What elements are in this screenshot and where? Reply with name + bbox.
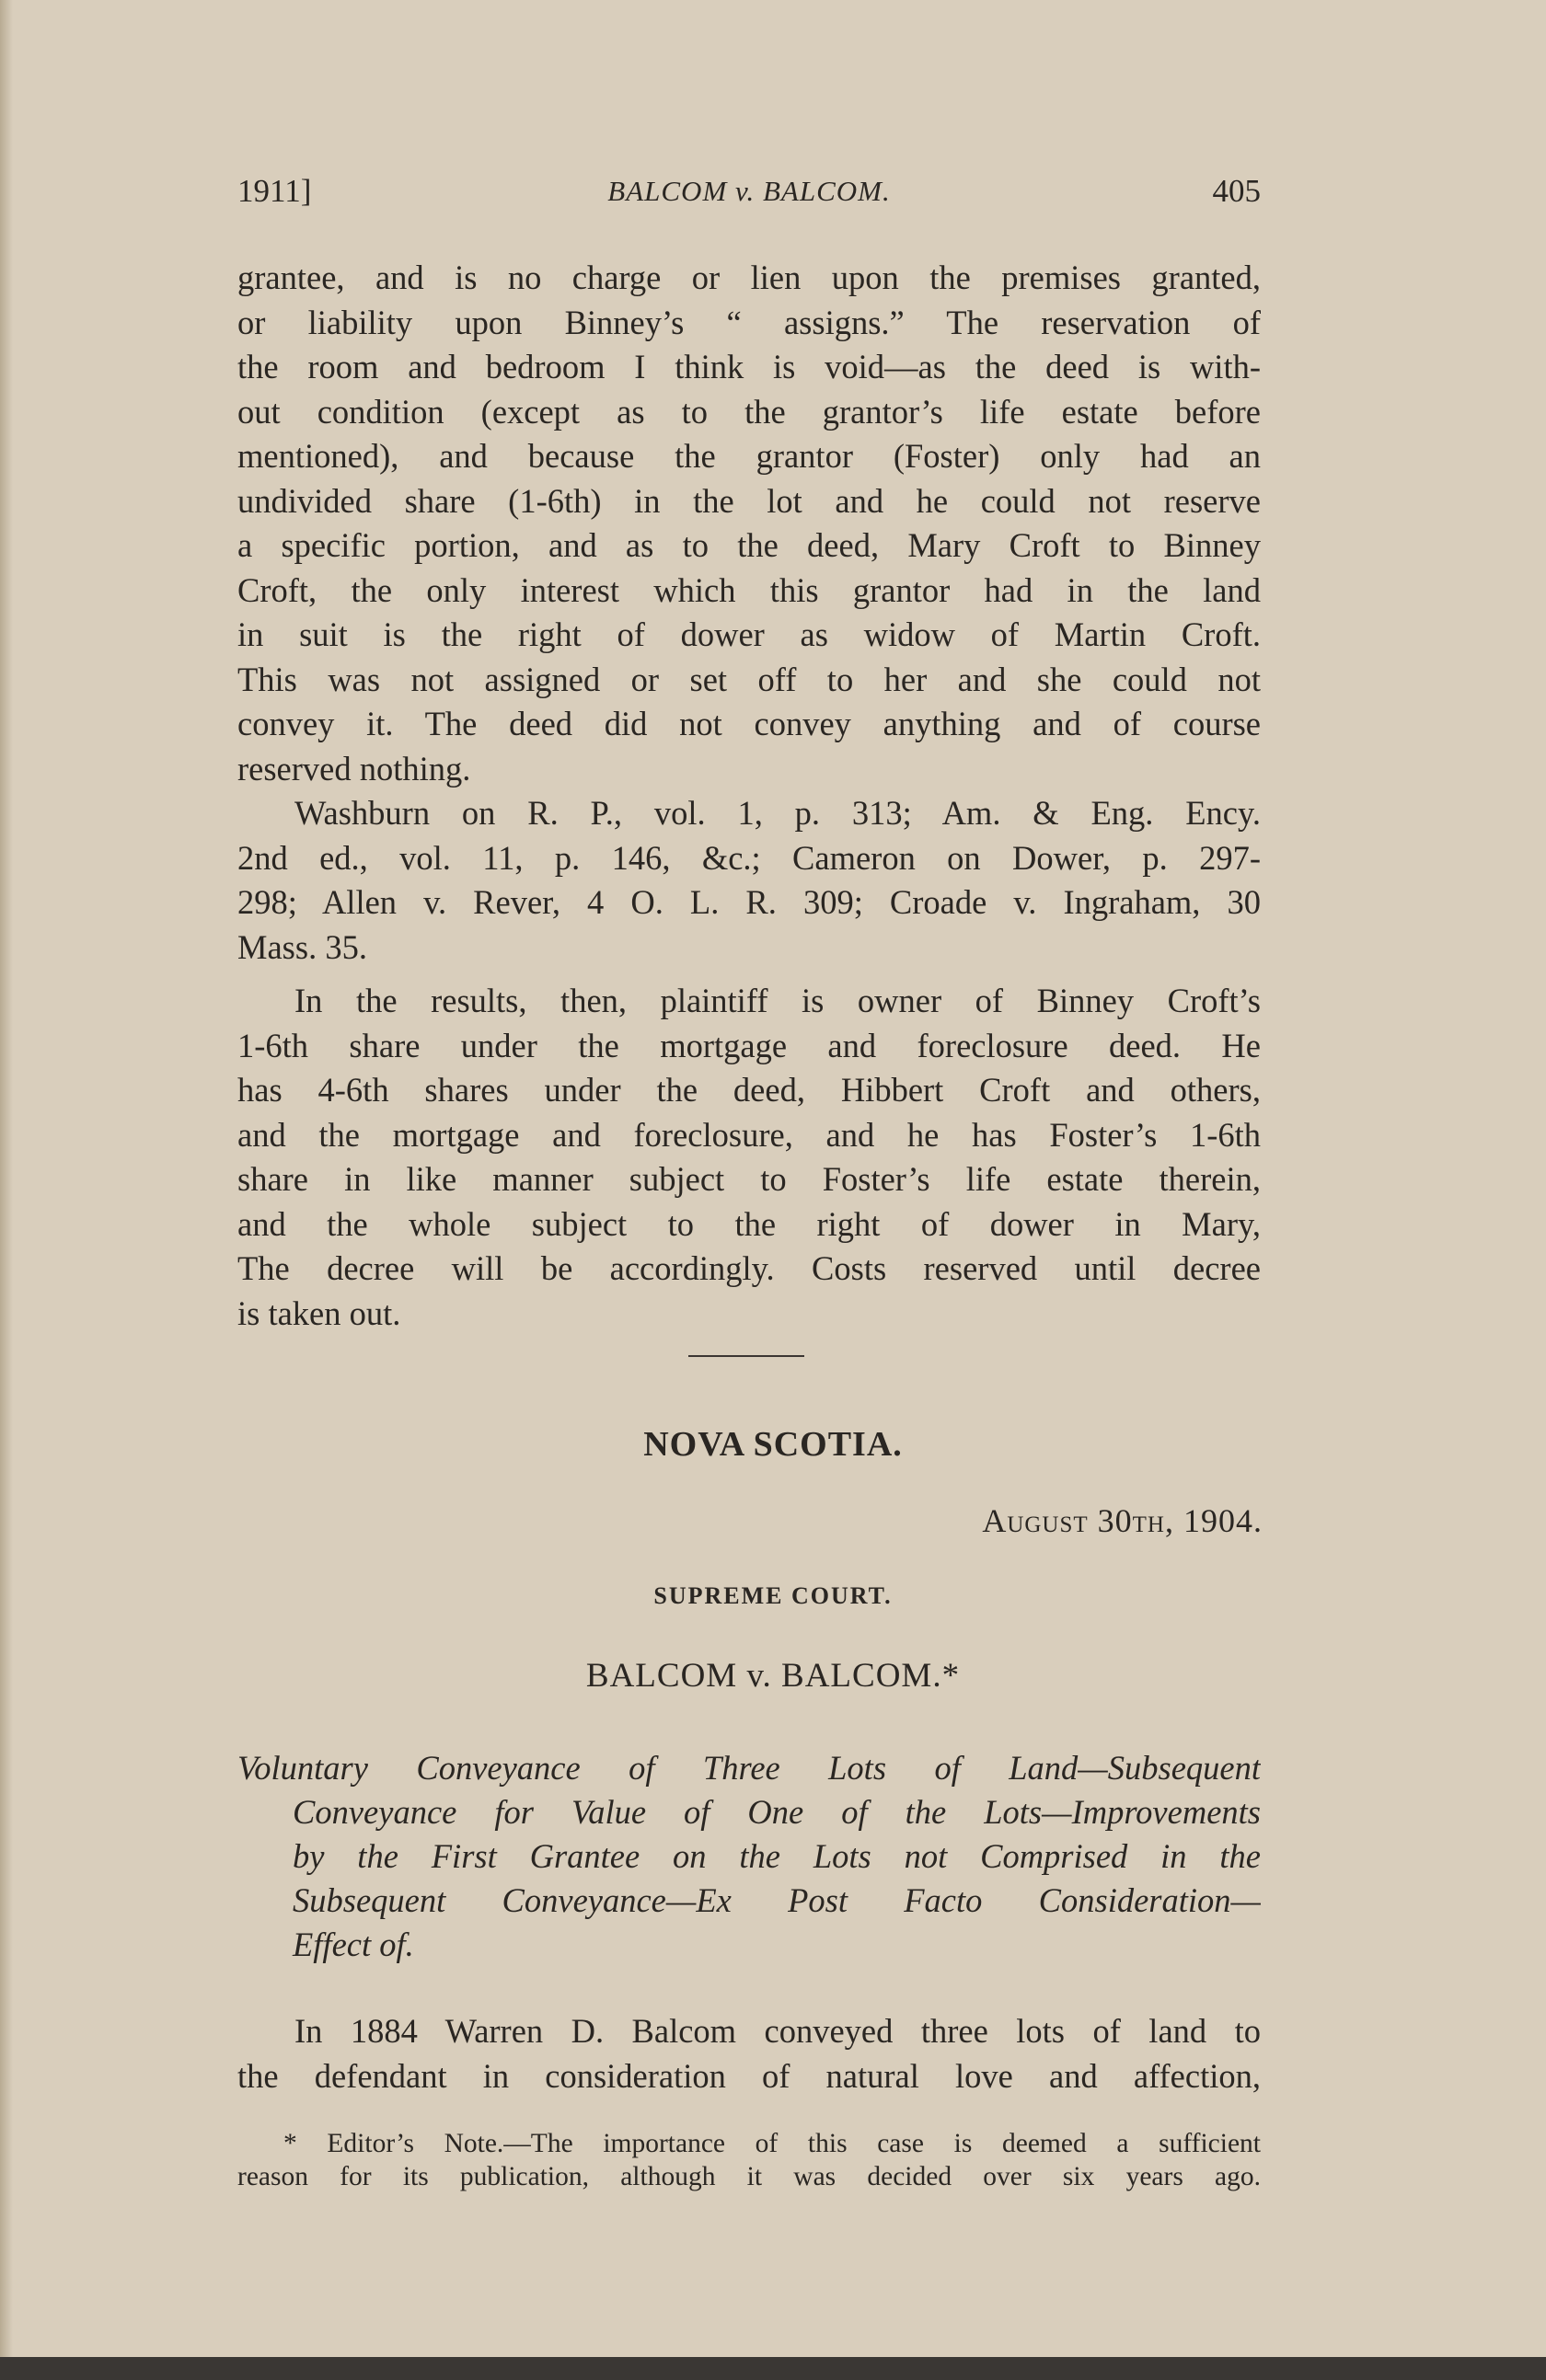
text-line: share in like manner subject to Foster’s life estate therein, [237,1160,1261,1198]
case-title: BALCOM v. BALCOM.* [585,1657,961,1695]
headnote-line: Voluntary Conveyance of Three Lots of Land—Subsequent [237,1749,1261,1787]
text-line: In 1884 Warren D. Balcom conveyed three lots of land to [294,2012,1261,2050]
text-line: and the mortgage and foreclosure, and he has Foster’s 1-6th [237,1115,1261,1154]
headnote-line: Conveyance for Value of One of the Lots—Improvements [293,1793,1261,1831]
headnote-line: by the First Grantee on the Lots not Comprised in the [293,1837,1261,1875]
running-header [237,173,1261,213]
footnote-line: * Editor’s Note.—The importance of this case is deemed a sufficient [283,2129,1261,2158]
text-line: convey it. The deed did not convey anything and of course [237,705,1261,742]
text-line: grantee, and is no charge or lien upon the premises granted, [237,259,1261,296]
text-line: the room and bedroom I think is void—as the deed is with- [237,348,1261,385]
text-line: has 4-6th shares under the deed, Hibbert Croft and others, [237,1071,1261,1109]
text-line: or liability upon Binney’s “ assigns.” The reservation of [237,303,1261,341]
text-line: In the results, then, plaintiff is owner of Binney Croft’s [294,982,1261,1019]
page-binding-edge [0,0,13,2380]
text-line: Washburn on R. P., vol. 1, p. 313; Am. & Eng. Ency. [294,794,1261,832]
text-line: 1-6th share under the mortgage and foreclosure deed. He [237,1026,1261,1064]
text-line: This was not assigned or set off to her and she could not [237,660,1261,698]
text-line: 298; Allen v. Rever, 4 O. L. R. 309; Croade v. Ingraham, 30 [237,883,1261,921]
text-line: Mass. 35. [237,927,367,966]
headnote [237,1746,1261,1967]
page-number: 405 [1212,173,1261,209]
text-line: The decree will be accordingly. Costs reserved until decree [237,1249,1261,1287]
paragraph-facts [237,2009,1261,2098]
text-line: the defendant in consideration of natural love and affection, [237,2056,1261,2095]
text-line: is taken out. [237,1293,401,1332]
text-line: 2nd ed., vol. 11, p. 146, &c.; Cameron on Dower, p. 297- [237,838,1261,877]
headnote-line: Subsequent Conveyance—Ex Post Facto Consideration— [293,1881,1261,1919]
page-bottom-edge [0,2357,1546,2380]
text-line: mentioned), and because the grantor (Foster) only had an [237,437,1261,475]
header-year: 1911] [237,173,312,209]
paragraph-judgment-continued [237,256,1261,791]
court-heading: SUPREME COURT. [653,1582,893,1609]
text-line: in suit is the right of dower as widow of Martin Croft. [237,615,1261,653]
footnote-line: reason for its publication, although it was decided over six years ago. [237,2162,1261,2191]
paragraph-results [237,979,1261,1336]
headnote-line: Effect of. [293,1926,414,1963]
text-line: a specific portion, and as to the deed, Mary Croft to Binney [237,526,1261,564]
paragraph-citations [237,791,1261,970]
text-line: out condition (except as to the grantor’s life estate before [237,392,1261,431]
text-line: undivided share (1-6th) in the lot and he could not reserve [237,481,1261,520]
header-running-title: BALCOM v. BALCOM. [607,175,891,207]
section-divider [688,1355,804,1357]
text-line: reserved nothing. [237,749,471,788]
editors-footnote [237,2127,1261,2193]
decision-date: August 30th, 1904. [982,1502,1263,1539]
text-line: Croft, the only interest which this grantor had in the land [237,570,1261,609]
text-line: and the whole subject to the right of dower in Mary, [237,1204,1261,1243]
jurisdiction-heading: NOVA SCOTIA. [643,1425,903,1464]
